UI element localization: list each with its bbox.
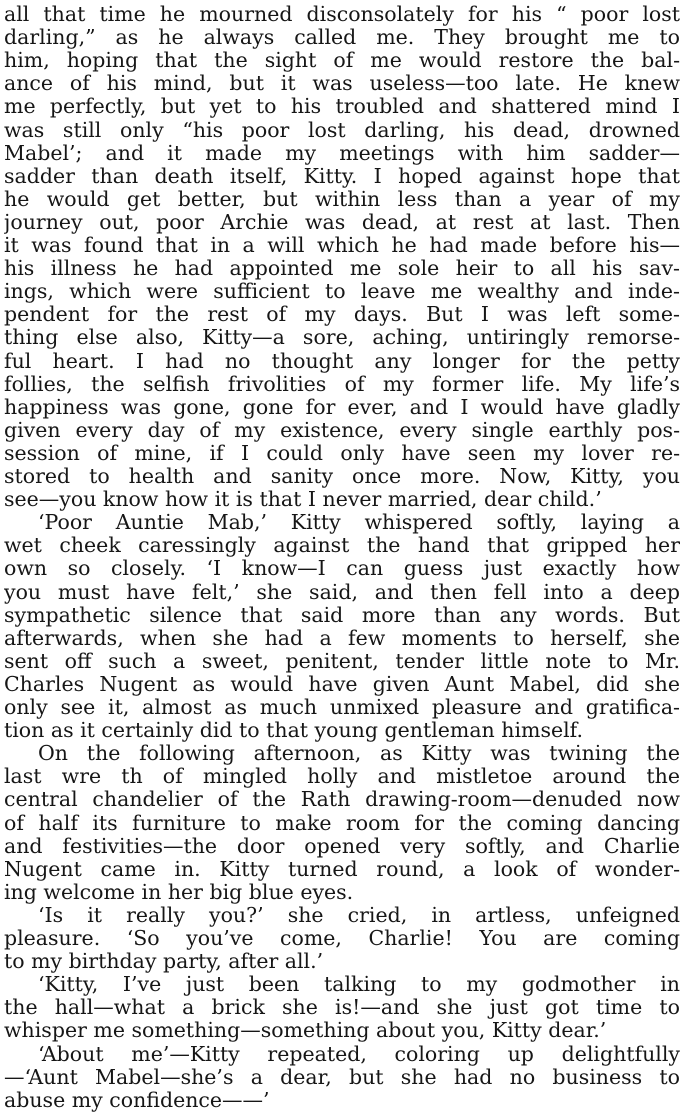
text-line: tion as it certainly did to that young gentleman himself. bbox=[4, 718, 584, 743]
paragraph-first-line: ‘Poor Auntie Mab,’ Kitty whispered softly, laying a bbox=[38, 510, 680, 535]
text-line: darling,” as he always called me. They brought me to bbox=[4, 25, 680, 50]
text-line: last wre th of mingled holly and mistletoe around the bbox=[4, 764, 680, 789]
text-line: the hall—what a brick she is!—and she just got time to bbox=[4, 995, 680, 1020]
text-line: to my birthday party, after all.’ bbox=[4, 949, 324, 974]
text-line: all that time he mourned disconsolately for his “ poor lost bbox=[4, 2, 680, 26]
text-line: ing welcome in her big blue eyes. bbox=[4, 879, 354, 904]
text-line: of half its furniture to make room for the coming dancing bbox=[4, 810, 680, 835]
text-line: sent off such a sweet, penitent, tender little note to Mr. bbox=[4, 648, 680, 673]
text-line: it was found that in a will which he had made before his— bbox=[4, 233, 680, 257]
text-line: see—you know how it is that I never married, dear child.’ bbox=[4, 487, 602, 512]
text-line: sympathetic silence that said more than any words. But bbox=[4, 602, 680, 627]
text-line: you must have felt,’ she said, and then fell into a deep bbox=[4, 579, 680, 604]
text-line: whisper me something—something about you, Kitty dear.’ bbox=[4, 1018, 607, 1043]
text-line: Mabel’; and it made my meetings with him sadder— bbox=[4, 140, 680, 165]
text-line: afterwards, when she had a few moments to herself, she bbox=[4, 625, 680, 650]
text-line: Nugent came in. Kitty turned round, a look of wonder- bbox=[4, 856, 680, 881]
text-line: Charles Nugent as would have given Aunt Mabel, did she bbox=[4, 671, 680, 696]
text-line: central chandelier of the Rath drawing-room—denuded now bbox=[4, 787, 680, 812]
text-line: own so closely. ‘I know—I can guess just exactly how bbox=[4, 556, 680, 581]
text-line: stored to health and sanity once more. Now, Kitty, you bbox=[4, 464, 680, 488]
text-line: his illness he had appointed me sole heir to all his sav- bbox=[4, 256, 680, 281]
text-line: he would get better, but within less than a year of my bbox=[4, 186, 680, 211]
text-line: ance of his mind, but it was useless—too late. He knew bbox=[4, 71, 680, 96]
text-line: pleasure. ‘So you’ve come, Charlie! You are coming bbox=[4, 926, 680, 950]
text-line: given every day of my existence, every single earthly pos- bbox=[4, 417, 680, 442]
paragraph-first-line: On the following afternoon, as Kitty was twining the bbox=[38, 741, 680, 766]
article-text bbox=[4, 0, 680, 1112]
text-line: wet cheek caressingly against the hand that gripped her bbox=[4, 533, 680, 558]
text-line: journey out, poor Archie was dead, at rest at last. Then bbox=[4, 209, 680, 234]
text-line: ings, which were sufficient to leave me wealthy and inde- bbox=[4, 279, 680, 304]
text-line: session of mine, if I could only have seen my lover re- bbox=[4, 440, 680, 465]
paragraph-first-line: ‘Kitty, I’ve just been talking to my godmother in bbox=[38, 972, 680, 997]
text-line: was still only “his poor lost darling, his dead, drowned bbox=[4, 117, 680, 142]
text-line: happiness was gone, gone for ever, and I would have gladly bbox=[4, 394, 680, 419]
text-line: thing else also, Kitty—a sore, aching, untiringly remorse- bbox=[4, 325, 680, 350]
text-line: and festivities—the door opened very softly, and Charlie bbox=[4, 833, 680, 858]
text-line: me perfectly, but yet to his troubled and shattered mind I bbox=[4, 94, 680, 119]
paragraph-first-line: ‘Is it really you?’ she cried, in artless, unfeigned bbox=[38, 902, 680, 927]
text-line: sadder than death itself, Kitty. I hoped against hope that bbox=[4, 163, 680, 188]
paragraph-first-line: ‘About me’—Kitty repeated, coloring up delightfully bbox=[38, 1041, 680, 1066]
text-line: pendent for the rest of my days. But I was left some- bbox=[4, 302, 680, 327]
text-line: —‘Aunt Mabel—she’s a dear, but she had no business to bbox=[4, 1064, 680, 1089]
text-line: ful heart. I had no thought any longer for the petty bbox=[4, 348, 680, 373]
text-line: abuse my confidence——’ bbox=[4, 1087, 270, 1112]
text-line: follies, the selfish frivolities of my former life. My life’s bbox=[4, 371, 680, 396]
text-line: only see it, almost as much unmixed pleasure and gratifica- bbox=[4, 695, 680, 719]
text-line: him, hoping that the sight of me would restore the bal- bbox=[4, 48, 680, 73]
